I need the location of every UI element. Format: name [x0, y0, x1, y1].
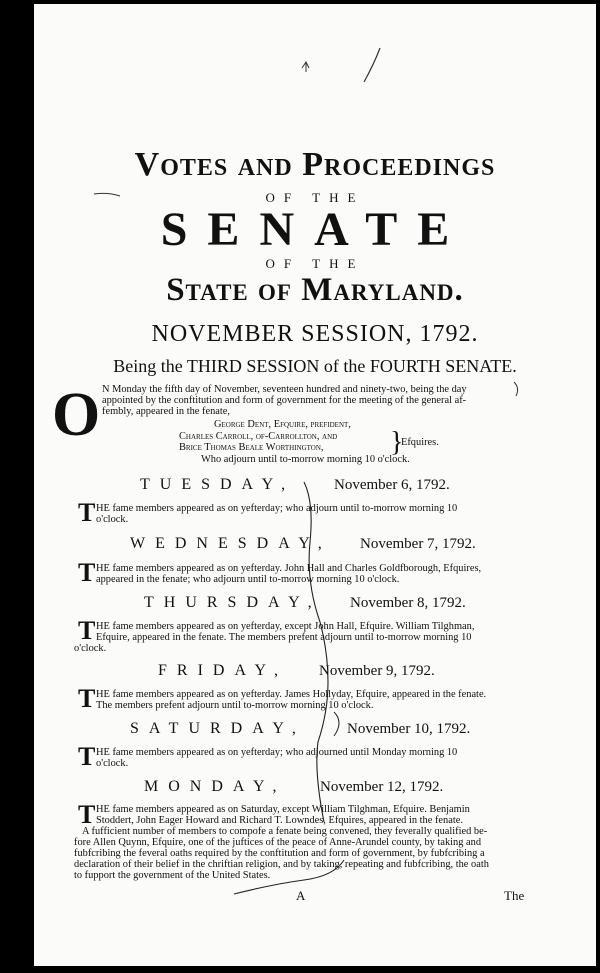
catchword: The — [504, 888, 525, 903]
of-the-2: OF THE — [265, 256, 365, 271]
entry-line: Stoddert, John Eager Howard and Richard T. Lowndes, Efquires, appeared in the fenate. — [96, 815, 463, 826]
signature-mark: A — [296, 888, 306, 903]
opening-adjourn: Who adjourn until to-morrow morning 10 o'clock. — [201, 454, 410, 465]
title-votes-and-proceedings: Votes and Proceedings — [134, 146, 496, 183]
entry-line: HE fame members appeared as on yefterday; who adjourn until to-morrow morning 10 — [96, 503, 458, 514]
day-heading: TUESDAY, — [140, 476, 296, 493]
entry-line: appeared in the fenate; who adjourn until to-morrow morning 10 o'clock. — [96, 574, 400, 585]
entry-dropcap: T — [78, 498, 96, 527]
entry-line: A fufficient number of members to compofe a fenate being convened, they feverally qualified be- — [82, 826, 488, 837]
entry-line: fore Allen Quynn, Efquire, one of the juftices of the peace of Anne-Arundel county, by taking and — [74, 837, 482, 848]
day-heading: WEDNESDAY, — [130, 535, 332, 552]
entry-line: HE fame members appeared as on Saturday, except William Tilghman, Efquire. Benjamin — [96, 804, 470, 815]
day-heading: MONDAY, — [144, 778, 287, 795]
entry-dropcap: T — [78, 742, 96, 771]
state-heading: State of Maryland. — [166, 272, 464, 308]
entry-line: to fupport the government of the United States. — [74, 870, 271, 881]
entry-line: o'clock. — [96, 758, 129, 769]
entry-line: HE fame members appeared as on yefterday. James Hollyday, Efquire, appeared in the fenate. — [96, 689, 487, 700]
entry-line: Efquire, appeared in the fenate. The members prefent adjourn until to-morrow morning 10 — [96, 632, 472, 643]
entry-line: HE fame members appeared as on yefterday; who adjourned until Monday morning 10 — [96, 747, 458, 758]
member-name: Brice Thomas Beale Worthington, — [179, 442, 324, 453]
entry-dropcap: T — [78, 616, 96, 645]
entry-dropcap: T — [78, 684, 96, 713]
entry-dropcap: T — [78, 558, 96, 587]
esquires-label: Efquires. — [401, 437, 439, 448]
entry-line: The members prefent adjourn until to-morrow morning 10 o'clock. — [96, 700, 374, 711]
day-date: November 6, 1792. — [334, 477, 450, 493]
opening-line: appointed by the conftitution and form of government for the meeting of the general af- — [102, 395, 467, 406]
brace: } — [390, 427, 404, 458]
entry-line: declaration of their belief in the chriftian religion, and by taking, repeating and fubfcribing, the oath — [74, 859, 489, 870]
day-heading: FRIDAY, — [158, 662, 289, 679]
day-date: November 9, 1792. — [319, 663, 435, 679]
entry-line: HE fame members appeared as on yefterday. John Hall and Charles Goldfborough, Efquires, — [96, 563, 482, 574]
of-the-1: OF THE — [265, 190, 365, 205]
session-subtitle: Being the THIRD SESSION of the FOURTH SENATE. — [113, 356, 517, 376]
opening-dropcap: O — [52, 381, 101, 449]
member-name: Charles Carroll, of-Carrollton, and — [179, 431, 338, 442]
entry-line: o'clock. — [96, 514, 129, 525]
day-date: November 7, 1792. — [360, 536, 476, 552]
day-date: November 8, 1792. — [350, 595, 466, 611]
entry-dropcap: T — [78, 800, 96, 829]
entry-line: o'clock. — [74, 643, 107, 654]
entry-line: HE fame members appeared as on yefterday, except John Hall, Efquire. William Tilghman, — [96, 621, 475, 632]
senate-heading: SENATE — [160, 203, 470, 256]
member-name: George Dent, Efquire, prefident, — [214, 419, 351, 430]
day-heading: SATURDAY, — [130, 720, 306, 737]
opening-line: N Monday the fifth day of November, seventeen hundred and ninety-two, being the day — [102, 384, 467, 395]
session-heading: NOVEMBER SESSION, 1792. — [151, 321, 479, 347]
day-date: November 12, 1792. — [320, 779, 444, 795]
day-heading: THURSDAY, — [144, 594, 322, 611]
opening-line: fembly, appeared in the fenate, — [102, 406, 230, 417]
document-page — [34, 4, 596, 966]
day-date: November 10, 1792. — [347, 721, 471, 737]
entry-line: fubfcribing the feveral oaths required by the conftitution and form of government, by fubfcribing a — [74, 848, 485, 859]
